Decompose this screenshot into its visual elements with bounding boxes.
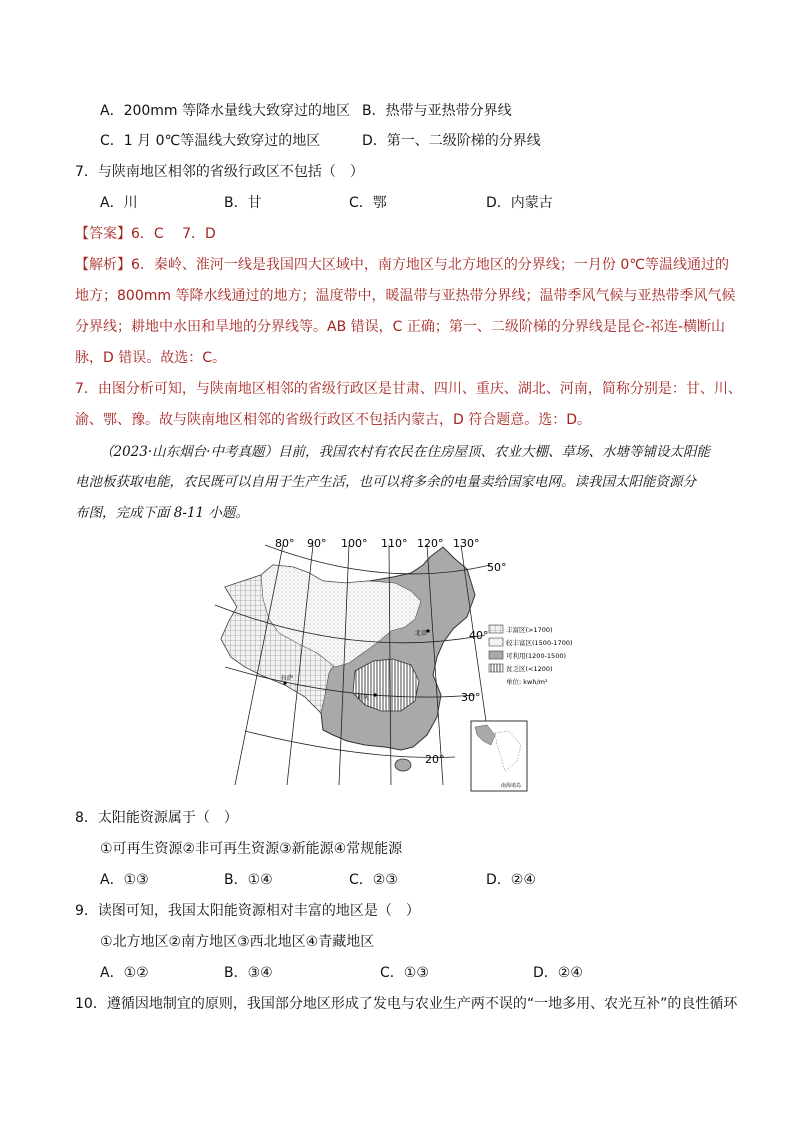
q9-option-b: B．③④ <box>224 965 273 981</box>
q8-stem: 8．太阳能资源属于（ ） <box>75 810 238 826</box>
chongqing-dot <box>373 693 376 696</box>
analysis-line-3: 分界线；耕地中水田和旱地的分界线等。AB 错误，C 正确；第一、二级阶梯的分界线是昆仑-祁连-横断山 <box>75 319 725 335</box>
lon-label-130: 130° <box>453 537 480 550</box>
q8-option-b: B．①④ <box>224 872 273 888</box>
map-legend <box>489 625 573 686</box>
answer-text: 6．C 7．D <box>131 226 216 242</box>
q8-option-d: D．②④ <box>486 872 536 888</box>
lat-label-40: 40° <box>469 629 489 642</box>
q9-stem: 9．读图可知，我国太阳能资源相对丰富的地区是（ ） <box>75 903 420 919</box>
legend-unit: 单位: kwh/m² <box>506 678 548 686</box>
legend-poor: 贫乏区(<1200) <box>506 665 553 673</box>
legend-swatch-rich <box>489 625 503 633</box>
analysis-q7-line-1: 7．由图分析可知，与陕南地区相邻的省级行政区是甘肃、四川、重庆、湖北、河南，简称分别是：甘、川、 <box>75 381 742 397</box>
lat-label-20: 20° <box>425 753 445 766</box>
analysis-q6-l1: 6．秦岭、淮河一线是我国四大区域中，南方地区与北方地区的分界线；一月份 0℃等温线通过的 <box>131 257 729 273</box>
legend-swatch-available <box>489 651 503 659</box>
analysis-line-2: 地方；800mm 等降水线通过的地方；温度带中，暖温带与亚热带分界线；温带季风气候与亚热带季风气候 <box>75 288 736 304</box>
legend-rich: 丰富区(>1700) <box>506 626 553 634</box>
q6-option-a: A．200mm 等降水量线大致穿过的地区 <box>100 103 351 119</box>
lon-label-110: 110° <box>381 537 408 550</box>
city-beijing: 北京 <box>415 630 428 637</box>
q9-option-a: A．①② <box>100 965 149 981</box>
q6-option-b: B．热带与亚热带分界线 <box>362 103 512 119</box>
analysis-label: 【解析】 <box>75 257 131 273</box>
passage-line-2: 电池板获取电能，农民既可以自用于生产生活，也可以将多余的电量卖给国家电网。读我国太阳能资源分 <box>75 474 696 490</box>
q10-stem: 10．遵循因地制宜的原则，我国部分地区形成了发电与农业生产两不误的“一地多用、农光互补”的良性循环 <box>75 996 738 1012</box>
q7-option-b: B．甘 <box>224 195 262 211</box>
hainan-island <box>395 759 411 771</box>
q7-option-d: D．内蒙古 <box>486 195 553 211</box>
q9-option-c: C．①③ <box>380 965 429 981</box>
analysis-q7-line-2: 渝、鄂、豫。故与陕南地区相邻的省级行政区不包括内蒙古，D 符合题意。选：D。 <box>75 412 592 428</box>
q6-option-c: C．1 月 0℃等温线大致穿过的地区 <box>100 133 321 149</box>
lon-label-90: 90° <box>307 537 327 550</box>
lon-label-80: 80° <box>275 537 295 550</box>
inset-label: 南海诸岛 <box>501 783 522 789</box>
q8-option-a: A．①③ <box>100 872 149 888</box>
region-poor <box>353 659 419 711</box>
south-china-sea-inset <box>471 721 527 791</box>
city-chongqing: 重庆 <box>357 694 370 701</box>
analysis-line-1 <box>75 255 729 275</box>
analysis-line-4: 脉，D 错误。故选：C。 <box>75 350 227 366</box>
q8-items: ①可再生资源②非可再生资源③新能源④常规能源 <box>100 841 403 857</box>
q9-option-d: D．②④ <box>533 965 583 981</box>
q7-stem: 7．与陕南地区相邻的省级行政区不包括（ ） <box>75 164 364 180</box>
lat-label-50: 50° <box>487 561 507 574</box>
china-solar-resource-map <box>205 535 595 795</box>
q6-option-d: D．第一、二级阶梯的分界线 <box>362 133 541 149</box>
city-lhasa: 拉萨 <box>281 675 294 682</box>
passage-line-3: 布图，完成下面 8-11 小题。 <box>75 505 249 521</box>
legend-available: 可利用(1200-1500) <box>506 652 567 660</box>
lon-label-120: 120° <box>417 537 444 550</box>
legend-relatively-rich: 较丰富区(1500-1700) <box>506 639 573 647</box>
passage-line-1: （2023·山东烟台·中考真题）目前，我国农村有农民在住房屋顶、农业大棚、草场、水塘等铺设太阳能 <box>100 444 710 460</box>
legend-swatch-relatively-rich <box>489 638 503 646</box>
lon-label-100: 100° <box>341 537 368 550</box>
q8-option-c: C．②③ <box>349 872 398 888</box>
legend-swatch-poor <box>489 664 503 672</box>
lat-label-30: 30° <box>461 691 481 704</box>
q9-items: ①北方地区②南方地区③西北地区④青藏地区 <box>100 934 375 950</box>
answer-line <box>75 224 216 244</box>
answer-label: 【答案】 <box>75 226 131 242</box>
q7-option-c: C．鄂 <box>349 195 387 211</box>
q7-option-a: A．川 <box>100 195 138 211</box>
